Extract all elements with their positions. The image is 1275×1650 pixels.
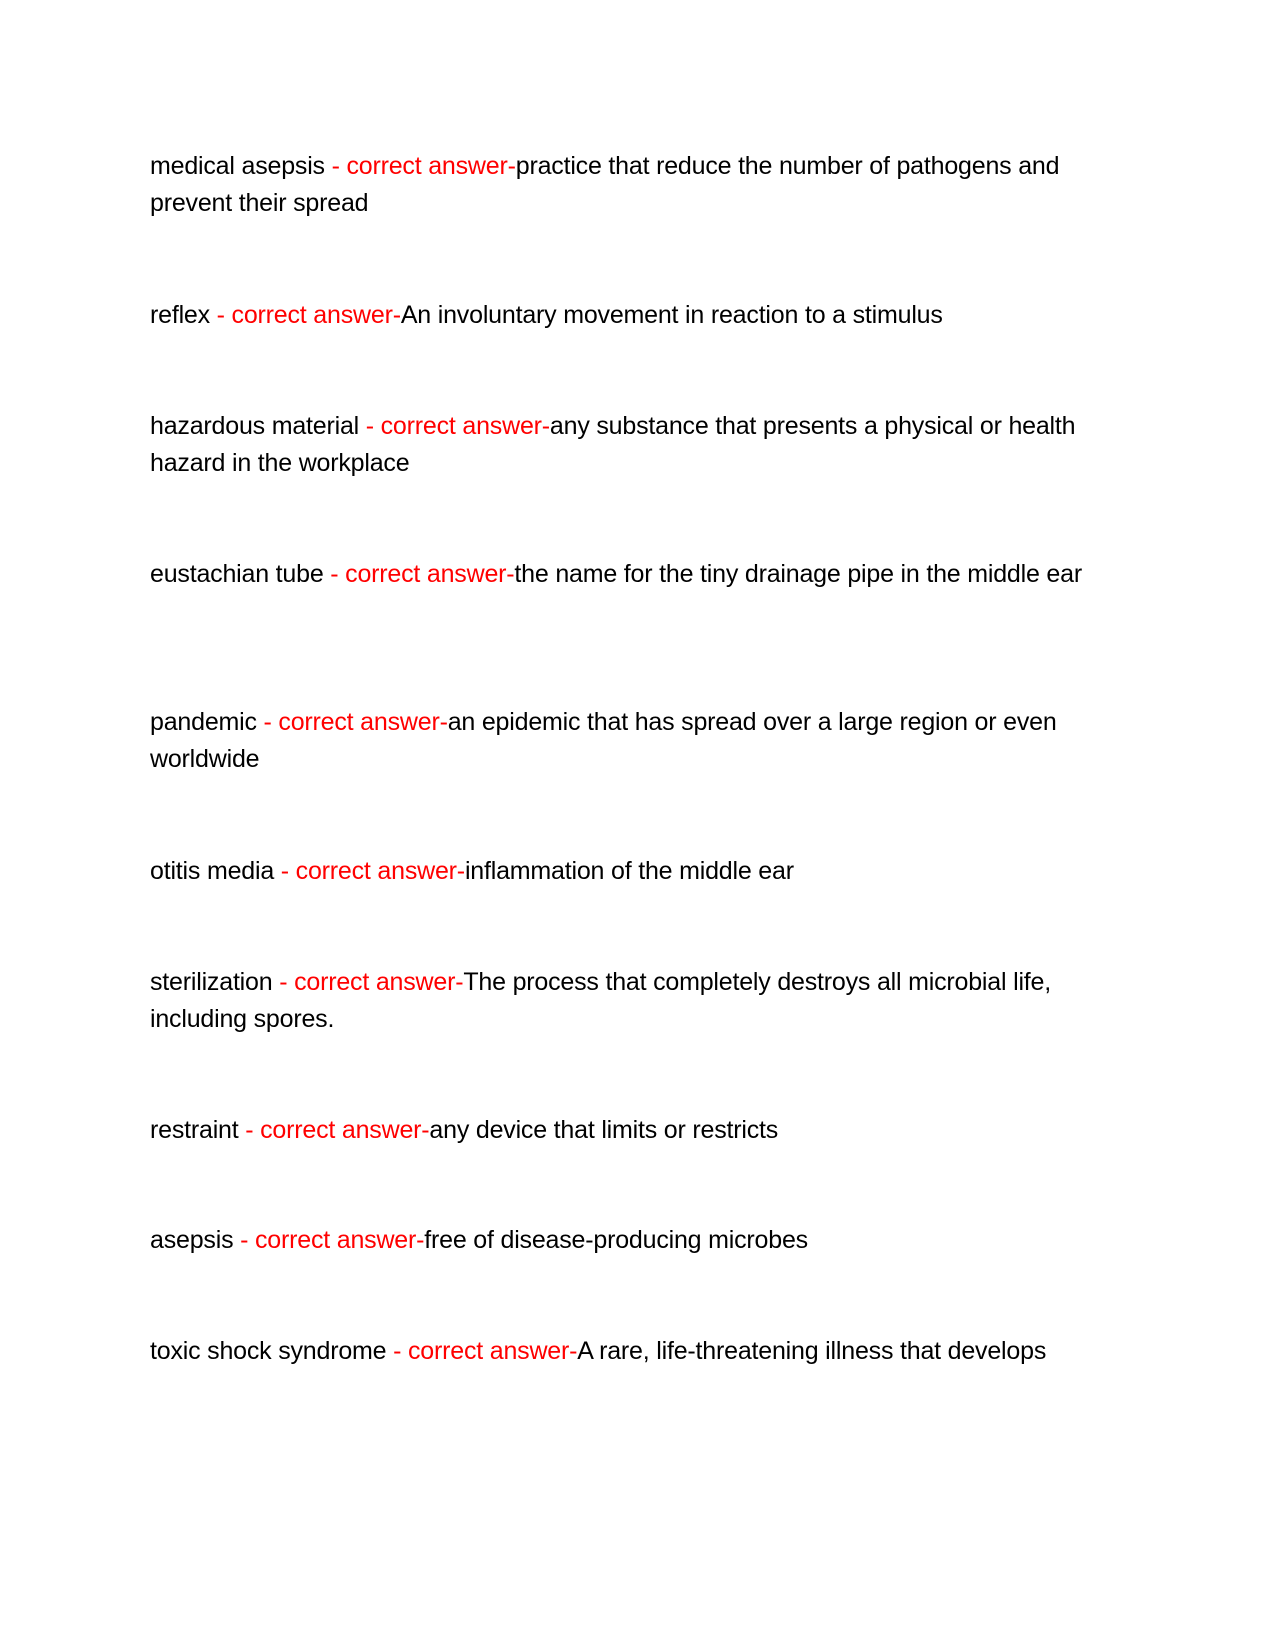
entry-definition: The process that completely destroys all microbial life, including spores. xyxy=(150,968,1051,1033)
entry xyxy=(150,1333,1100,1370)
entry xyxy=(150,556,1100,593)
answer-separator: - correct answer- xyxy=(256,708,448,736)
entry xyxy=(150,148,1100,222)
answer-separator: - correct answer- xyxy=(323,560,515,588)
entry xyxy=(150,964,1100,1038)
entry xyxy=(150,1222,1100,1259)
entry-term: pandemic xyxy=(150,708,257,736)
answer-separator: - correct answer- xyxy=(324,152,516,180)
entry-term: sterilization xyxy=(150,968,273,996)
entry-definition: an epidemic that has spread over a large region or even worldwide xyxy=(150,708,1057,773)
entry-definition: A rare, life-threatening illness that develops xyxy=(577,1337,1047,1365)
entry-term: hazardous material xyxy=(150,412,360,440)
answer-separator: - correct answer- xyxy=(386,1337,578,1365)
entry-term: toxic shock syndrome xyxy=(150,1337,387,1365)
entry-definition: any substance that presents a physical or health hazard in the workplace xyxy=(150,412,1076,477)
entry xyxy=(150,297,1100,334)
entry-definition: inflammation of the middle ear xyxy=(464,857,794,885)
answer-separator: - correct answer- xyxy=(274,857,465,885)
entry-definition: free of disease-producing microbes xyxy=(424,1226,808,1254)
entry xyxy=(150,704,1100,778)
entry-term: medical asepsis xyxy=(150,152,325,180)
entry-definition: practice that reduce the number of pathogens and prevent their spread xyxy=(150,152,1060,217)
entry-term: eustachian tube xyxy=(150,560,324,588)
entry-definition: An involuntary movement in reaction to a stimulus xyxy=(400,301,943,329)
answer-separator: - correct answer- xyxy=(233,1226,425,1254)
answer-separator: - correct answer- xyxy=(359,412,550,440)
entry xyxy=(150,408,1100,482)
entry-term: reflex xyxy=(150,301,210,329)
answer-separator: - correct answer- xyxy=(209,301,401,329)
entry-term: restraint xyxy=(150,1116,239,1144)
entry-term: otitis media xyxy=(150,857,275,885)
answer-separator: - correct answer- xyxy=(272,968,464,996)
entry-definition: any device that limits or restricts xyxy=(429,1116,779,1144)
entry xyxy=(150,853,1100,890)
entry xyxy=(150,1112,1100,1149)
entry-term: asepsis xyxy=(150,1226,234,1254)
answer-separator: - correct answer- xyxy=(238,1116,430,1144)
entry-definition: the name for the tiny drainage pipe in the middle ear xyxy=(514,560,1082,588)
